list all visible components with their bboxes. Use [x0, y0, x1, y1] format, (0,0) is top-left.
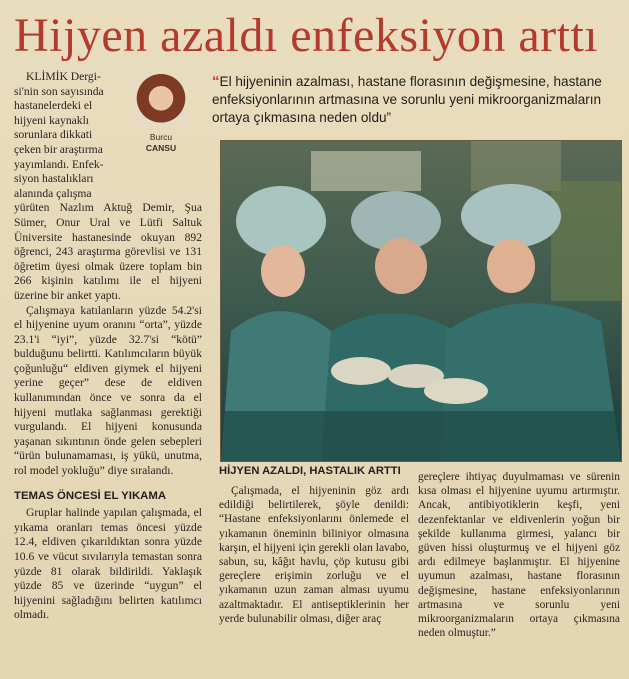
right-paragraph: gereçlere ihtiyaç duyulmaması ve sürenin kısa olması el hijyenine uyumu artırmıştır. Ancak, antibiyotiklerin keşfi, yeni dezenfektanlar ve eldivenlerin yoğun bir şekilde kullanıma girmesi, yalancı bir güven hissi oluşturmuş ve el hijyeni göz ardı edilmeye başlanmıştır. El hijyenine uyumun azalması, hastane florasının değişmesine, hastane enfeksiyonlarının artmasına ve sorunlu yeni mikroorganizmaların ortaya çıkmasına neden olmuştur.”	[418, 471, 620, 640]
section-heading: HİJYEN AZALDI, HASTALIK ARTTI	[219, 465, 401, 477]
paragraph-3: Gruplar halinde yapılan çalışmada, el yıkama oranları temas öncesi yüzde 12.4, eldiven çıkarıldıktan sonra yüzde 10.6 ve vücut sıvılarıyla temastan sonra yüzde 81 olarak bildirildi. Yaklaşık yüzde 85 ve üzerinde “uygun” el hijyenini sağladığını belirten katılımcı olmadı.	[14, 506, 202, 622]
intro-line: si'nin son sayısında	[14, 84, 104, 98]
intro-line: hastanelerdeki el	[14, 99, 93, 113]
intro-line: alanında çalışma	[14, 186, 92, 200]
author-last-name: CANSU	[145, 143, 177, 153]
left-column	[14, 70, 202, 623]
headline: Hijyen azaldı enfeksiyon arttı	[14, 9, 599, 62]
middle-column	[219, 484, 409, 626]
middle-paragraph: Çalışmada, el hijyeninin göz ardı edildiği belirtilerek, şöyle denildi: “Hastane enfeksiyonlarını önlemede el yıkamanın öneminin biliniyor olmasına karşın, el hijyeni için gerekli olan lavabo, sabun, su, kâğıt havlu, çöp kutusu gibi gereçlere erişimin zorluğu ve el yıkamanın uzun zaman alması uyumu azaltmaktadır. El antiseptiklerinin her yerde bulunabilir olması, diğer araç	[219, 485, 409, 625]
surgery-photo-illustration	[221, 141, 621, 461]
pull-quote	[212, 73, 620, 127]
intro-line: hijyeni kaynaklı	[14, 113, 90, 127]
intro-line: siyon hastalıkları	[14, 172, 94, 186]
intro-line: KLİMİK Dergi-	[26, 70, 101, 83]
paragraph-1-rest: yürüten Nazlım Aktuğ Demir, Şua Sümer, Onur Ural ve Lütfi Saltuk Üniversite hastanesinde okuyan 892 öğrenci, 243 araştırma görevlisi ve 131 öğretim üyesi olmak üzere toplam bin 266 kişinin katılımı ile el hijyeni üzerine bir anket yaptı.	[14, 201, 202, 302]
intro-lines	[14, 70, 202, 201]
author-first-name: Burcu	[149, 132, 173, 142]
intro-line: çeken bir araştırma	[14, 142, 103, 156]
paragraph-2: Çalışmaya katılanların yüzde 54.2'si el hijyenine uyum oranını “orta”, yüzde 23.1'i “iyi”, yüzde 32.7'si “kötü” bulduğunu belirtti. Katılımcıların büyük çoğunluğu“ eldiven giymek el hijyeni yerine geçer” dese de eldiven kullanımından önce ve sonra da el hijyeni mutlaka sağlanması gerektiği vurgulandı. El hijyeni konusunda yaşanan sıkıntının önde gelen sebepleri “ürün bulunamaması, iş yükü, unutma, rol model yokluğu” diye sıralandı.	[14, 303, 202, 478]
surgery-photo	[220, 140, 622, 462]
pull-quote-text: El hijyeninin azalması, hastane florasının değişmesine, hastane enfeksiyonlarının artmasına ve sorunlu yeni mikroorganizmaların ortaya çıkmasına neden oldu”	[212, 74, 602, 125]
intro-line: sorunlara dikkati	[14, 128, 93, 142]
quote-mark: “	[212, 73, 220, 90]
subheading: TEMAS ÖNCESİ EL YIKAMA	[14, 489, 167, 502]
right-column	[418, 470, 620, 640]
intro-line: yayımlandı. Enfek-	[14, 157, 104, 171]
